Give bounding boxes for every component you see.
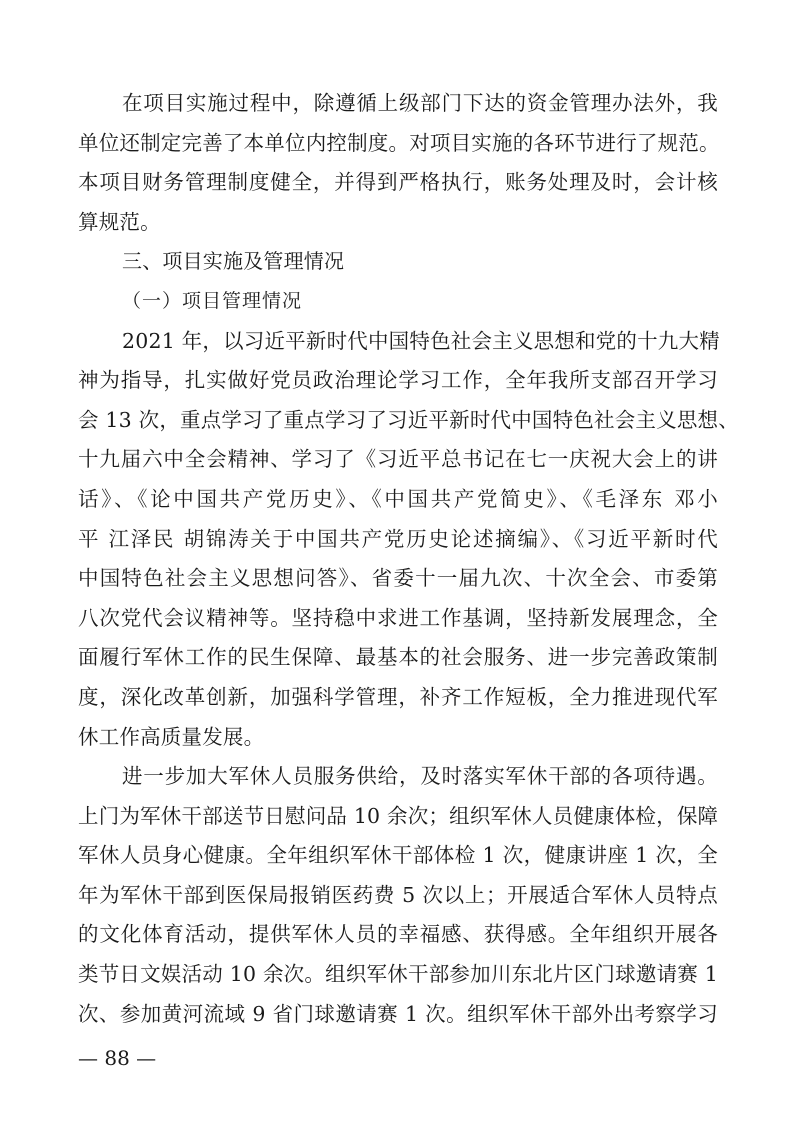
paragraph-service-supply [78,757,718,1034]
text-line: 2021 年，以习近平新时代中国特色社会主义思想和党的十九大精 [122,328,720,353]
text-line: 上门为军休干部送节日慰问品 10 余次；组织军休人员健康体检，保障 [78,803,719,828]
text-line: 军休人员身心健康。全年组织军休干部体检 1 次，健康讲座 1 次，全 [78,843,718,868]
text-line: 算规范。 [78,209,161,234]
text-line: 度，深化改革创新，加强科学管理，补齐工作短板，全力推进现代军 [78,684,718,709]
text-line: 单位还制定完善了本单位内控制度。对项目实施的各环节进行了规范。 [78,130,720,155]
document-page [78,84,739,1034]
text-line: 休工作高质量发展。 [78,724,265,749]
paragraph-project-management [78,322,739,758]
text-line: 年为军休干部到医保局报销医药费 5 次以上；开展适合军休人员特点 [78,882,718,907]
text-line: 会 13 次，重点学习了重点学习了习近平新时代中国特色社会主义思想、 [78,407,739,432]
text-line: 中国特色社会主义思想问答》、省委十一届九次、十次全会、市委第 [78,566,718,591]
text-line: 类节日文娱活动 10 余次。组织军休干部参加川东北片区门球邀请赛 1 [78,962,718,987]
page-number: — 88 — [78,1046,157,1070]
section-heading: 三、项目实施及管理情况 [122,249,345,274]
text-line: 神为指导，扎实做好党员政治理论学习工作，全年我所支部召开学习 [78,368,718,393]
text-line: 话》、《论中国共产党历史》、《中国共产党简史》、《毛泽东 邓小 [78,486,718,511]
text-line: 十九届六中全会精神、学习了《习近平总书记在七一庆祝大会上的讲 [78,447,718,472]
text-line: 的文化体育活动，提供军休人员的幸福感、获得感。全年组织开展各 [78,922,718,947]
text-line: 面履行军休工作的民生保障、最基本的社会服务、进一步完善政策制 [78,645,718,670]
text-line: 八次党代会议精神等。坚持稳中求进工作基调，坚持新发展理念，全 [78,605,718,630]
paragraph-internal-control [78,84,718,242]
text-line: 在项目实施过程中，除遵循上级部门下达的资金管理办法外，我 [122,91,718,115]
text-line: 进一步加大军休人员服务供给，及时落实军休干部的各项待遇。 [122,764,718,789]
text-line: 本项目财务管理制度健全，并得到严格执行，账务处理及时，会计核 [78,170,718,195]
text-line: 平 江泽民 胡锦涛关于中国共产党历史论述摘编》、《习近平新时代 [78,526,718,551]
text-line: 次、参加黄河流域 9 省门球邀请赛 1 次。组织军休干部外出考察学习 [78,1001,718,1026]
subsection-heading: （一）项目管理情况 [122,289,303,312]
